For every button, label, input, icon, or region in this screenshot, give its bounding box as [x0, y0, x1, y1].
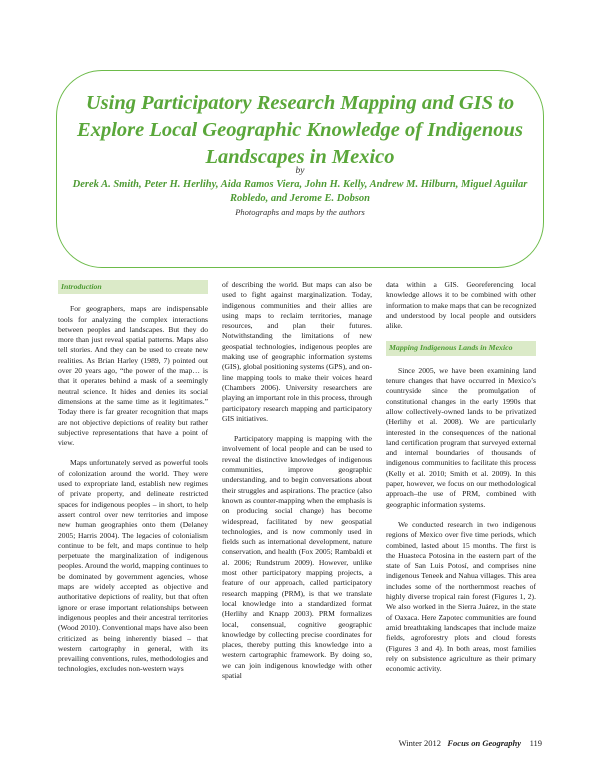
- page-number: 119: [529, 738, 542, 748]
- photo-credit: Photographs and maps by the authors: [235, 207, 365, 217]
- text-column-3: [386, 280, 536, 674]
- section-heading-introduction: Introduction: [58, 280, 208, 294]
- page-footer: [300, 738, 542, 748]
- paragraph: Participatory mapping is mapping with the involvement of local people and can be used to reveal the distinctive knowledges of indigenous communities, improve geographic understanding, and to begin conversations about their struggles and aspirations. The practice (also known as counter-mapping when the emphasis is on producing social change) has become widespread, facilitated by new geospatial technologies, and is now commonly used in fields such as international development, nature conservation, and health (Fox 2005; Rambaldi et al. 2006; Rundstrum 2009). However, unlike most other participatory mapping projects, a feature of our approach, called participatory research mapping (PRM), is that we translate local knowledge into a standardized format (Herlihy and Knapp 2003). PRM formalizes local, consensual, cognitive geographic knowledge by collecting precise coordinates for places, thereby putting this knowledge into a western cartographic framework. By doing so, we can join indigenous knowledge with other spatial: [222, 434, 372, 680]
- text-column-1: [58, 280, 208, 675]
- issue-date: Winter 2012: [398, 738, 441, 748]
- paragraph: For geographers, maps are indispensable tools for analyzing the complex interactions between peoples and landscapes. But they do more than just reveal spatial patterns. Maps also tell stories. And they can be used to create new realities. As Brian Harley (1989, 7) pointed out over 20 years ago, “the power of the map… is that it operates behind a mask of a seemingly neutral science. It hides and denies its social dimensions at the same time as it legitimates.” Today there is far greater recognition that maps are not objective depictions of reality but rather subjective representations that have a point of view.: [58, 304, 208, 448]
- paragraph: We conducted research in two indigenous regions of Mexico over five time periods, which combined, lasted about 15 months. The first is the Huasteca Potosina in the eastern part of the state of San Luis Potosí, and comprises nine indigenous Teneek and Nahua villages. This area includes some of the northernmost reaches of highly diverse tropical rain forest (Figures 1, 2). We also worked in the Sierra Juárez, in the state of Oaxaca. Here Zapotec communities are found amid breathtaking landscapes that include maize fields, agroforestry plots and cloud forests (Figures 3 and 4). In both areas, most families rely on subsistence agriculture as their primary economic activity.: [386, 519, 536, 674]
- journal-name: Focus on Geography: [447, 738, 522, 748]
- section-heading-mapping-indigenous-lands: Mapping Indigenous Lands in Mexico: [386, 341, 536, 355]
- author-list: Derek A. Smith, Peter H. Herlihy, Aida Ramos Viera, John H. Kelly, Andrew M. Hilburn, Miguel Aguilar Robledo, and Jerome E. Dobson: [72, 179, 528, 204]
- article-title: Using Participatory Research Mapping and GIS to Explore Local Geographic Knowledge of Indigenous Landscapes in Mexico: [77, 92, 523, 168]
- paragraph: Since 2005, we have been examining land tenure changes that have occurred in Mexico’s countryside since the promulgation of constitutional changes in the early 1990s that allow collectively-owned lands to be privatized (Herlihy et al. 2008). We are particularly interested in the consequences of the national land certification program that surveyed external and internal boundaries of thousands of indigenous communities to facilitate this process (Kelly et al. 2010; Smith et al. 2009). In this paper, however, we focus on our methodological approach–the use of PRM, combined with geographic information systems.: [386, 365, 536, 509]
- paragraph: of describing the world. But maps can also be used to fight against marginalization. Today, indigenous communities and their allies are using maps to reclaim territories, manage resources, and plan their futures. Notwithstanding the limitations of new geospatial technologies, indigenous peoples are making use of geographic information systems (GIS), global positioning systems (GPS), and on-line mapping tools to make their voices heard (Chambers 2006). University researchers are playing an important role in this process, through participatory research mapping and participatory GIS initiatives.: [222, 280, 372, 423]
- paragraph: Maps unfortunately served as powerful tools of colonization around the world. They were used to expropriate land, establish new regimes of private property, and delineate restricted spaces for indigenous peoples – in short, to help assert control over new territories and impose new human geographies onto them (Delaney 2005; Harris 2004). The legacies of colonialism continue to be felt, and maps continue to help perpetuate the marginalization of indigenous peoples. Around the world, mapping continues to be dominated by government agencies, whose maps are widely accepted as objective and authoritative depictions of reality, but that often ignore or erase important relationships between indigenous peoples and their ancestral territories (Wood 2010). Conventional maps have also been criticized as being inherently biased – that western cartography in general, with its prevailing conventions, rules, methodologies and technologies, excludes non-western ways: [58, 458, 208, 674]
- text-column-2: [222, 280, 372, 681]
- paragraph: data within a GIS. Georeferencing local knowledge allows it to be combined with other information to make maps that can be recognized and understood by local people and outsiders alike.: [386, 280, 536, 331]
- byline-by: by: [295, 166, 305, 176]
